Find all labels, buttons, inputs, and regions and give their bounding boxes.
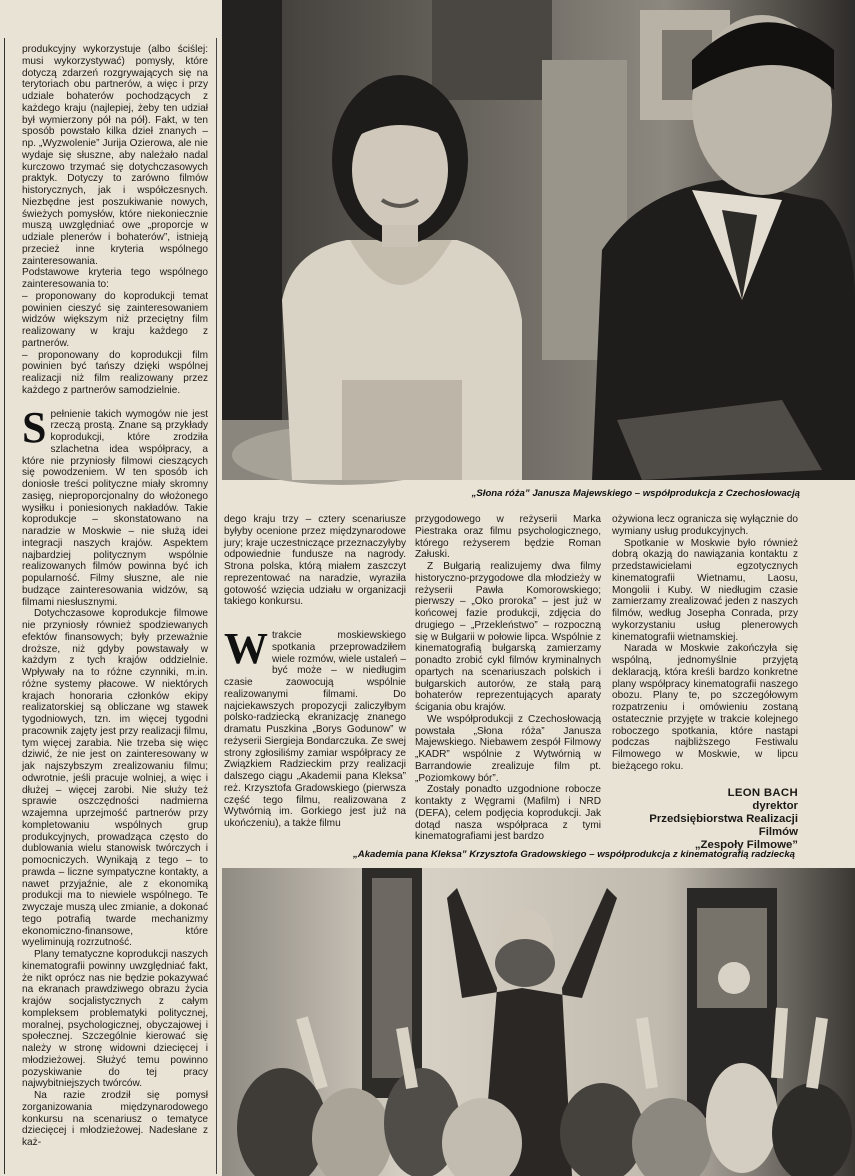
photo-slona-roza (222, 0, 855, 480)
paragraph (22, 402, 208, 609)
photo-akademia-illustration (222, 868, 855, 1176)
left-margin-rule (4, 38, 5, 1174)
caption-photo-bottom: „Akademia pana Kleksa” Krzysztofa Gradowskiego – współprodukcja z kinematografią radziecką (353, 849, 795, 860)
paragraph: Zostały ponadto uzgodnione robocze kontakty z Węgrami (Mafilm) i NRD (DEFA), celem podjęcia koprodukcji. Jak dotąd nasza współpraca z tymi kinematografiami jest bardzo (415, 784, 601, 843)
paragraph: We współprodukcji z Czechosłowacją powstała „Słona róża” Janusza Majewskiego. Niebawem zespół Filmowy „KADR” wspólnie z Wytwórnią w Barrandowie zrealizuje film pt. „Poziomkowy bór”. (415, 713, 601, 784)
paragraph: – proponowany do koprodukcji film powinien być tańszy dzięki wspólnej realizacji niż film realizowany przez każdego z partnerów samodzielnie. (22, 349, 208, 396)
paragraph: Plany tematyczne koprodukcji naszych kinematografii powinny uwzględniać fakt, że nikt oprócz nas nie będzie pokazywać na ekranach prawdziwego obrazu życia krajów socjalistycznych z całym kompleksem problematyki politycznej, moralnej, psychologicznej, obyczajowej i społecznej. Szczególnie kierować się należy w stronę widowni dziecięcej i młodzieżowej. Służyć temu powinno pozyskiwanie do tej pracy najwybitniejszych twórców. (22, 949, 208, 1090)
paragraph (224, 624, 406, 830)
paragraph: produkcyjny wykorzystuje (albo ściślej: musi wykorzystywać) pomysły, które dotyczą zdarzeń rozgrywających się na terytoriach obu partnerów, a więc i przy udziale bohaterów pochodzących z każdego kraju (najlepiej, żeby ten udział był wymierzony pół na pół). Fakt, w ten sposób powstało kilka dzieł znanych – np. „Wyzwolenie” Jurija Ozierowa, ale nie wydaje się słuszne, aby należało nadal kurczowo trzymać się dotychczasowych praktyk. Dotyczy to zarówno filmów historycznych, jak i współczesnych. Niezbędne jest poszukiwanie nowych, świeżych pomysłów, które niekoniecznie muszą uwzględniać owe „proporcje w udziale plenerów i bohaterów”, istnieją przecież inne kryteria wspólnego zainteresowania. (22, 44, 208, 267)
author-title: dyrektor (752, 799, 798, 812)
photo-slona-roza-illustration (222, 0, 855, 480)
caption-photo-top: „Słona róża” Janusza Majewskiego – współprodukcja z Czechosłowacją (471, 488, 800, 499)
paragraph: Podstawowe kryteria tego wspólnego zainteresowania to: (22, 267, 208, 290)
author-company: Przedsiębiorstwa Realizacji (649, 812, 798, 825)
drop-cap: W (224, 624, 268, 673)
paragraph: dego kraju trzy – cztery scenariusze byłyby ocenione przez międzynarodowe jury; kraje uczestniczące przeznaczyłyby odpowiednie fundusze na nagrody. Strona polska, którą miałem zaszczyt reprezentować na naradzie, wyraziła gotowość wzięcia udziału w organizacji takiego konkursu. (224, 514, 406, 608)
paragraph: Narada w Moskwie zakończyła się wspólną, jednomyślnie przyjętą deklaracją, która kreśli bardzo konkretne plany współpracy kinematografii naszego obozu. Plany te, po szczegółowym rozpatrzeniu i omówieniu zostaną ostatecznie przyjęte w trakcie kolejnego roboczego spotkania, które nastąpi podczas najbliższego Festiwalu Filmowego w Moskwie, w lipcu bieżącego roku. (612, 643, 798, 772)
column-3 (415, 514, 601, 844)
author-name: LEON BACH (727, 786, 798, 799)
paragraph: – proponowany do koprodukcji temat powinien cieszyć się zainteresowaniem widzów większym niż przeciętny film realizowany w kraju każdego z partnerów. (22, 290, 208, 349)
column-2 (224, 514, 406, 844)
author-company: Filmów (758, 825, 798, 838)
drop-cap: S (22, 402, 47, 452)
paragraph: Spotkanie w Moskwie było również dobrą okazją do nawiązania kontaktu z przedstawicielami egzotycznych kinematografii Wietnamu, Laosu, Mongolii i Kuby. W niedługim czasie zamierzamy zrealizować jeden z naszych filmów, według Josepha Conrada, przy wykorzystaniu usług plenerowych kinematografii wietnamskiej. (612, 537, 798, 643)
paragraph: ożywiona lecz ogranicza się wyłącznie do wymiany usług produkcyjnych. (612, 514, 798, 537)
author-signature (612, 787, 798, 852)
paragraph: Dotychczasowe koprodukcje filmowe nie przyniosły również spodziewanych efektów finansowych; były przeważnie droższe, niż gdyby powstawały w każdym z tych krajów oddzielnie. Wpływały na to różne czynniki, m.in. różne systemy płacowe. W niektórych krajach honoraria członków ekipy realizatorskiej są obliczane wg stawek tygodniowych, tzn. im więcej tygodni pracownik zajęty jest przy realizacji filmu, tym więcej zarabia. Nie trzeba się więc dziwić, że nie jest on zainteresowany w jak najszybszym zrealizowaniu filmu; odwrotnie, jeśli pracuje wolniej, a więc i dłużej – więcej zarobi. Nie służy też sprawie oszczędności nadmierna wzajemna uprzejmość partnerów przy kompletowaniu wspólnych grup produkcyjnych, prowadząca często do dublowania wielu stanowisk twórczych i pomocniczych. Wynikają z tego – to prawda – liczne sympatyczne kontakty, a nawet przyjaźnie, ale z ekonomiką produkcji ma to niewiele wspólnego. Te zwyczaje muszą ulec zmianie, a dokonać tego potrafią twarde mechanizmy ekonomiczno-finansowe, które wyeliminują rozrzutność. (22, 608, 208, 949)
author-company: „Zespoły Filmowe” (694, 838, 798, 851)
photo-akademia-pana-kleksa (222, 868, 855, 1176)
paragraph-text: pełnienie takich wymogów nie jest rzeczą prostą. Znane są przykłady koprodukcji, które zrodziła szlachetna idea współpracy, a które nie przyniosły filmowi cieszących się powodzeniem. W ten sposób ich doniosłe treści polityczne miały skromny zasięg, nieproporcjonalny do włożonego wysiłku i poniesionych nakładów. Takie koprodukcje – skonstatowano na naradzie w Moskwie – nie służą idei integracji naszych krajów. Aspektem najbardziej politycznym wspólnie realizowanych filmów powinna być ich popularność. Filmy słuszne, ale nie budzące zainteresowania widzów, są filmami niesłusznymi. (22, 408, 208, 608)
paragraph: Na razie zrodził się pomysł zorganizowania międzynarodowego konkursu na scenariusz o tematyce dziecięcej i młodzieżowej. Nadesłane z każ- (22, 1090, 208, 1148)
column-rule (216, 38, 217, 1174)
paragraph: Z Bułgarią realizujemy dwa filmy historyczno-przygodowe dla młodzieży w reżyserii Pawła Komorowskiego; pierwszy – „Oko proroka” – jest już w końcowej fazie produkcji, zdjęcia do drugiego – „Przekleństwo” – rozpoczną się w Bułgarii w połowie lipca. Wspólnie z kinematografią bułgarską zamierzamy ponadto zrobić cykl filmów kryminalnych opartych na scenariuszach polskich i bułgarskich autorów, ze stałą parą bohaterów reprezentujących aparaty ścigania obu krajów. (415, 561, 601, 713)
column-4 (612, 514, 798, 851)
paragraph-text: trakcie moskiewskiego spotkania przeprowadziłem wiele rozmów, wiele ustaleń – być może – w niedługim czasie zaowocują wspólnie realizowanymi filmami. Do najciekawszych propozycji zaliczyłbym polsko-radziecką ekranizację znanego dramatu Puszkina „Borys Godunow” w reżyserii Siergieja Bondarczuka. Ze swej strony zgłosiliśmy zamiar współpracy ze Związkiem Radzieckim przy realizacji dalszego ciągu „Akademii pana Kleksa” reż. Krzysztofa Gradowskiego (pierwsza część tego filmu, realizowana z Wytwórnią im. Gorkiego jest już na ukończeniu), a także filmu (224, 630, 406, 829)
paragraph: przygodowego w reżyserii Marka Piestraka oraz filmu psychologicznego, którego reżyserem będzie Roman Załuski. (415, 514, 601, 561)
left-column (22, 44, 208, 1176)
